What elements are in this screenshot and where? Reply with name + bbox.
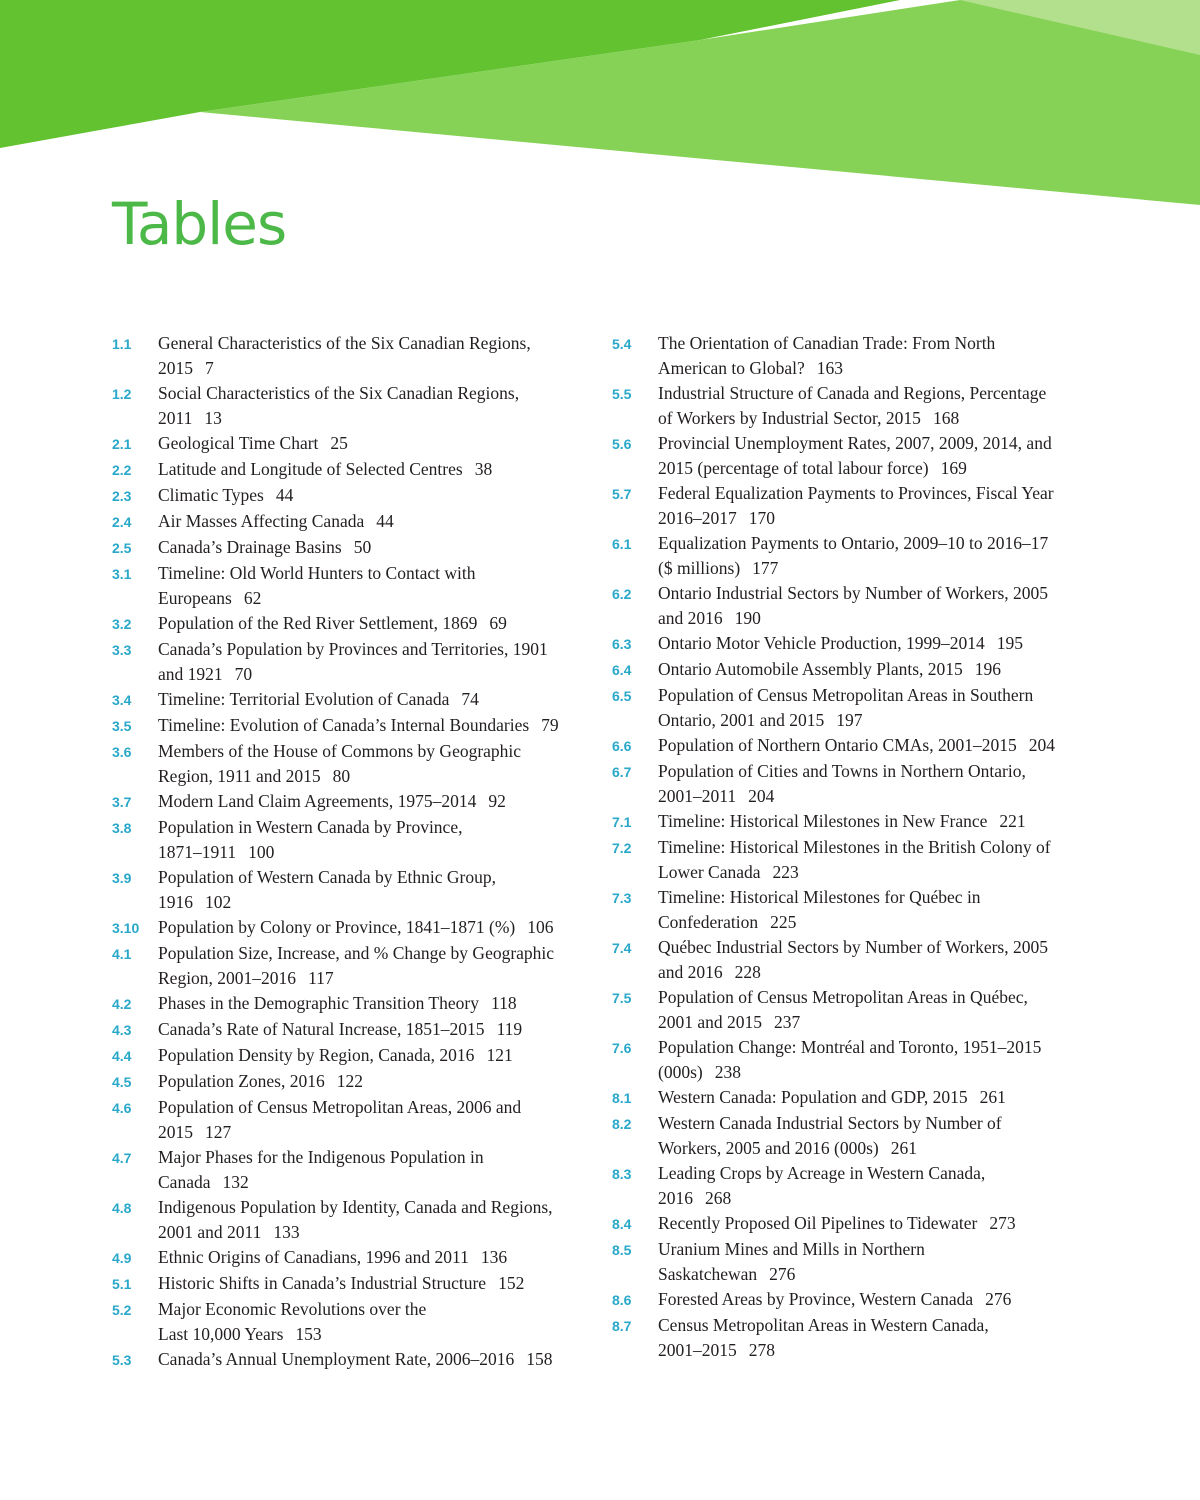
toc-entry-title-text: Canada’s Population by Provinces and Territories, 1901 and 1921 <box>158 639 548 684</box>
toc-entry-title <box>158 1095 592 1145</box>
toc-entry <box>112 457 592 483</box>
toc-entry-title-text: Québec Industrial Sectors by Number of Workers, 2005 and 2016 <box>658 937 1048 982</box>
toc-entry-page: 261 <box>890 1138 917 1158</box>
header-decoration <box>0 0 1200 210</box>
toc-entry-title <box>158 457 592 482</box>
toc-entry-title <box>658 1313 1092 1363</box>
toc-entry-title-text: Western Canada: Population and GDP, 2015 <box>658 1087 968 1107</box>
toc-entry-page: 102 <box>205 892 232 912</box>
toc-entry <box>112 991 592 1017</box>
toc-entry-number: 4.7 <box>112 1150 132 1166</box>
toc-entry-title <box>658 581 1092 631</box>
toc-entry-title <box>658 835 1092 885</box>
toc-entry-title-text: General Characteristics of the Six Canadian Regions, 2015 <box>158 333 531 378</box>
toc-entry-page: 177 <box>752 558 779 578</box>
toc-entry <box>112 1095 592 1145</box>
toc-entry-number: 5.1 <box>112 1276 132 1292</box>
toc-entry-title <box>158 637 592 687</box>
toc-entry-title <box>658 809 1092 834</box>
toc-entry-title-text: Historic Shifts in Canada’s Industrial Structure <box>158 1273 487 1293</box>
toc-entry-title <box>658 381 1092 431</box>
toc-entry <box>612 885 1092 935</box>
toc-entry-title-text: Climatic Types <box>158 485 264 505</box>
toc-entry-title-text: Population of the Red River Settlement, 1869 <box>158 613 478 633</box>
toc-entry <box>612 733 1092 759</box>
toc-entry-title <box>158 1245 592 1270</box>
toc-entry-number: 4.8 <box>112 1200 132 1216</box>
toc-entry <box>112 509 592 535</box>
toc-entry-title-text: Population Density by Region, Canada, 2016 <box>158 1045 475 1065</box>
toc-entry <box>112 1043 592 1069</box>
toc-entry-number: 3.8 <box>112 820 132 836</box>
toc-entry-title-text: Ontario Motor Vehicle Production, 1999–2014 <box>658 633 985 653</box>
toc-entry-title-text: Ethnic Origins of Canadians, 1996 and 2011 <box>158 1247 469 1267</box>
toc-entry <box>112 1195 592 1245</box>
toc-entry-number: 6.2 <box>612 586 632 602</box>
toc-entry-title <box>658 1287 1092 1312</box>
toc-entry <box>612 1161 1092 1211</box>
toc-entry-page: 196 <box>974 659 1002 679</box>
toc-entry-title <box>658 885 1092 935</box>
toc-entry-title <box>158 611 592 636</box>
toc-entry-page: 132 <box>222 1172 249 1192</box>
toc-entry-page: 197 <box>836 710 863 730</box>
toc-entry-number: 5.5 <box>612 386 632 402</box>
toc-entry-page: 204 <box>748 786 775 806</box>
toc-entry <box>612 1313 1092 1363</box>
toc-entry-title <box>658 657 1092 682</box>
toc-entry-title-text: Major Economic Revolutions over the Last 10,000 Years <box>158 1299 427 1344</box>
toc-entry <box>612 1111 1092 1161</box>
toc-entry <box>112 739 592 789</box>
toc-entry-title-text: Geological Time Chart <box>158 433 319 453</box>
toc-entry-title-text: Population of Northern Ontario CMAs, 2001–2015 <box>658 735 1017 755</box>
toc-entry-number: 3.4 <box>112 692 132 708</box>
toc-entry-number: 6.5 <box>612 688 632 704</box>
toc-entry-title <box>158 509 592 534</box>
toc-entry <box>612 431 1092 481</box>
toc-entry-number: 4.1 <box>112 946 132 962</box>
toc-entry-title-text: Ontario Automobile Assembly Plants, 2015 <box>658 659 963 679</box>
toc-entry <box>612 381 1092 431</box>
toc-entry-page: 276 <box>769 1264 796 1284</box>
toc-entry-page: 268 <box>705 1188 732 1208</box>
toc-entry <box>612 331 1092 381</box>
toc-entry-title-text: Uranium Mines and Mills in Northern Saskatchewan <box>658 1239 925 1284</box>
toc-entry-title-text: Federal Equalization Payments to Provinces, Fiscal Year 2016–2017 <box>658 483 1054 528</box>
toc-entry-number: 2.1 <box>112 436 132 452</box>
toc-entry-number: 1.2 <box>112 386 132 402</box>
toc-entry <box>112 1271 592 1297</box>
toc-entry-title-text: Population Size, Increase, and % Change by Geographic Region, 2001–2016 <box>158 943 555 988</box>
toc-entry-title <box>158 1297 592 1347</box>
toc-entry-page: 38 <box>474 459 493 479</box>
toc-entry-page: 136 <box>480 1247 508 1267</box>
toc-entry-title-text: Forested Areas by Province, Western Canada <box>658 1289 974 1309</box>
toc-entry-page: 44 <box>275 485 294 505</box>
toc-entry <box>112 1297 592 1347</box>
toc-entry-page: 133 <box>273 1222 300 1242</box>
toc-entry <box>112 331 592 381</box>
toc-entry-title <box>658 481 1092 531</box>
toc-entry-title-text: Canada’s Annual Unemployment Rate, 2006–2016 <box>158 1349 515 1369</box>
toc-entry-title <box>158 1195 592 1245</box>
toc-entry-title-text: Timeline: Evolution of Canada’s Internal Boundaries <box>158 715 530 735</box>
toc-entry-page: 170 <box>748 508 775 528</box>
toc-entry-number: 6.1 <box>612 536 632 552</box>
toc-entry-number: 8.4 <box>612 1216 632 1232</box>
toc-entry-number: 2.3 <box>112 488 132 504</box>
toc-entry-page: 223 <box>772 862 799 882</box>
toc-entry-page: 204 <box>1028 735 1055 755</box>
toc-entry-number: 3.10 <box>112 920 140 936</box>
toc-entry <box>112 815 592 865</box>
toc-entry-number: 7.4 <box>612 940 632 956</box>
toc-entry <box>112 789 592 815</box>
toc-entry-number: 8.3 <box>612 1166 632 1182</box>
toc-entry-page: 70 <box>234 664 253 684</box>
toc-entry-number: 5.6 <box>612 436 632 452</box>
toc-entry-title <box>158 561 592 611</box>
toc-entry-page: 62 <box>243 588 262 608</box>
page-title: Tables <box>112 190 287 258</box>
toc-entry-number: 6.6 <box>612 738 632 754</box>
toc-entry-title-text: Population of Cities and Towns in Northern Ontario, 2001–2011 <box>658 761 1026 806</box>
toc-entry-title <box>158 431 592 456</box>
toc-entry-title-text: Population Zones, 2016 <box>158 1071 325 1091</box>
toc-entry-title <box>158 739 592 789</box>
toc-entry <box>112 1347 592 1373</box>
toc-entry <box>112 1017 592 1043</box>
toc-entry-title-text: Timeline: Historical Milestones for Québec in Confederation <box>658 887 981 932</box>
toc-entry-title-text: Census Metropolitan Areas in Western Canada, 2001–2015 <box>658 1315 989 1360</box>
toc-entry-number: 4.9 <box>112 1250 132 1266</box>
toc-entry-number: 3.7 <box>112 794 132 810</box>
toc-entry-page: 273 <box>989 1213 1016 1233</box>
toc-entry-page: 100 <box>248 842 275 862</box>
toc-entry-number: 4.3 <box>112 1022 132 1038</box>
toc-entry-title <box>658 985 1092 1035</box>
toc-entry-number: 6.7 <box>612 764 632 780</box>
toc-entry-page: 121 <box>486 1045 513 1065</box>
toc-entry <box>112 1245 592 1271</box>
toc-entry-title-text: Latitude and Longitude of Selected Centres <box>158 459 463 479</box>
toc-entry-title-text: Ontario Industrial Sectors by Number of Workers, 2005 and 2016 <box>658 583 1048 628</box>
toc-entry-title-text: Population of Census Metropolitan Areas in Québec, 2001 and 2015 <box>658 987 1028 1032</box>
toc-entry-title-text: Members of the House of Commons by Geographic Region, 1911 and 2015 <box>158 741 522 786</box>
toc-entry-number: 2.5 <box>112 540 132 556</box>
toc-entry <box>612 683 1092 733</box>
toc-entry-title-text: Equalization Payments to Ontario, 2009–10 to 2016–17 ($ millions) <box>658 533 1049 578</box>
toc-entry-number: 3.6 <box>112 744 132 760</box>
toc-entry-number: 8.2 <box>612 1116 632 1132</box>
toc-entry-number: 1.1 <box>112 336 132 352</box>
toc-entry <box>112 381 592 431</box>
toc-entry-title <box>658 1211 1092 1236</box>
toc-entry-page: 7 <box>205 358 214 378</box>
toc-entry-title-text: Industrial Structure of Canada and Regions, Percentage of Workers by Industrial Sector, 2015 <box>658 383 1047 428</box>
toc-entry-number: 5.7 <box>612 486 632 502</box>
toc-entry-title-text: Leading Crops by Acreage in Western Canada, 2016 <box>658 1163 986 1208</box>
toc-entry <box>612 835 1092 885</box>
toc-entry <box>112 431 592 457</box>
toc-entry-page: 237 <box>774 1012 801 1032</box>
toc-entry-number: 8.5 <box>612 1242 632 1258</box>
toc-entry-page: 238 <box>714 1062 741 1082</box>
toc-entry <box>112 561 592 611</box>
toc-entry-title <box>158 1271 592 1296</box>
toc-entry-page: 50 <box>353 537 372 557</box>
toc-entry-title-text: Western Canada Industrial Sectors by Number of Workers, 2005 and 2016 (000s) <box>658 1113 1002 1158</box>
toc-entry-title <box>658 1111 1092 1161</box>
toc-entry <box>112 535 592 561</box>
toc-entry-title <box>158 713 592 738</box>
toc-entry-number: 3.1 <box>112 566 132 582</box>
toc-entry-number: 8.1 <box>612 1090 632 1106</box>
toc-entry-page: 122 <box>336 1071 363 1091</box>
toc-entry-title <box>158 991 592 1016</box>
toc-entry-page: 153 <box>295 1324 322 1344</box>
toc-right-column <box>612 331 1092 1363</box>
toc-entry-page: 225 <box>770 912 797 932</box>
toc-entry-title <box>658 1237 1092 1287</box>
toc-entry-number: 4.6 <box>112 1100 132 1116</box>
toc-entry-page: 169 <box>940 458 967 478</box>
toc-entry-title <box>658 1161 1092 1211</box>
toc-entry-title-text: Indigenous Population by Identity, Canada and Regions, 2001 and 2011 <box>158 1197 553 1242</box>
toc-entry-page: 69 <box>489 613 507 633</box>
toc-entry-page: 221 <box>999 811 1026 831</box>
toc-entry <box>612 1035 1092 1085</box>
toc-entry-title <box>158 1017 592 1042</box>
toc-entry-title <box>158 815 592 865</box>
toc-entry-number: 4.5 <box>112 1074 132 1090</box>
toc-entry-number: 7.5 <box>612 990 632 1006</box>
toc-entry-number: 6.3 <box>612 636 632 652</box>
toc-entry <box>612 1085 1092 1111</box>
toc-entry-number: 3.9 <box>112 870 132 886</box>
toc-entry <box>112 1145 592 1195</box>
toc-entry-title <box>658 759 1092 809</box>
toc-entry-page: 278 <box>748 1340 775 1360</box>
toc-entry-page: 228 <box>734 962 761 982</box>
toc-entry-number: 2.2 <box>112 462 132 478</box>
toc-entry-title <box>158 915 592 940</box>
toc-entry-title <box>158 1145 592 1195</box>
toc-entry-title-text: Timeline: Territorial Evolution of Canada <box>158 689 450 709</box>
toc-entry-number: 8.6 <box>612 1292 632 1308</box>
toc-entry-title-text: Air Masses Affecting Canada <box>158 511 365 531</box>
toc-entry-number: 2.4 <box>112 514 132 530</box>
toc-entry-title <box>158 1347 592 1372</box>
toc-entry-page: 117 <box>308 968 334 988</box>
toc-entry-title <box>158 331 592 381</box>
toc-entry-page: 25 <box>330 433 348 453</box>
toc-entry-title <box>158 1043 592 1068</box>
toc-entry-title-text: Major Phases for the Indigenous Population in Canada <box>158 1147 484 1192</box>
toc-entry-title <box>158 687 592 712</box>
toc-entry-page: 80 <box>332 766 351 786</box>
toc-entry-page: 261 <box>979 1087 1006 1107</box>
toc-entry-page: 158 <box>526 1349 553 1369</box>
toc-entry-title <box>658 431 1092 481</box>
toc-entry-page: 13 <box>204 408 222 428</box>
toc-entry-number: 5.3 <box>112 1352 132 1368</box>
toc-entry-title <box>158 1069 592 1094</box>
toc-entry <box>112 611 592 637</box>
toc-entry <box>112 483 592 509</box>
toc-entry-page: 118 <box>490 993 517 1013</box>
toc-entry <box>112 1069 592 1095</box>
toc-entry-number: 7.2 <box>612 840 632 856</box>
toc-entry-title <box>658 531 1092 581</box>
toc-entry <box>112 713 592 739</box>
toc-entry-title-text: The Orientation of Canadian Trade: From North American to Global? <box>658 333 996 378</box>
toc-entry-number: 8.7 <box>612 1318 632 1334</box>
toc-entry-title <box>658 935 1092 985</box>
toc-entry-title-text: Timeline: Historical Milestones in the British Colony of Lower Canada <box>658 837 1051 882</box>
toc-entry-title-text: Timeline: Historical Milestones in New France <box>658 811 988 831</box>
toc-entry-title-text: Recently Proposed Oil Pipelines to Tidewater <box>658 1213 978 1233</box>
toc-entry-title-text: Population of Western Canada by Ethnic Group, 1916 <box>158 867 496 912</box>
toc-entry-number: 4.4 <box>112 1048 132 1064</box>
toc-entry-title-text: Population by Colony or Province, 1841–1871 (%) <box>158 917 516 937</box>
toc-entry <box>612 759 1092 809</box>
toc-left-column <box>112 331 592 1373</box>
toc-entry-title <box>158 941 592 991</box>
toc-entry-page: 276 <box>985 1289 1012 1309</box>
toc-entry <box>612 531 1092 581</box>
toc-entry <box>612 581 1092 631</box>
toc-entry <box>112 637 592 687</box>
toc-entry <box>112 865 592 915</box>
toc-entry-number: 3.2 <box>112 616 132 632</box>
toc-entry-title-text: Population of Census Metropolitan Areas in Southern Ontario, 2001 and 2015 <box>658 685 1034 730</box>
toc-entry-page: 127 <box>205 1122 232 1142</box>
toc-entry <box>612 935 1092 985</box>
toc-entry-page: 168 <box>932 408 960 428</box>
toc-entry-title-text: Population of Census Metropolitan Areas, 2006 and 2015 <box>158 1097 522 1142</box>
toc-entry-title-text: Population Change: Montréal and Toronto, 1951–2015 (000s) <box>658 1037 1042 1082</box>
toc-entry-number: 3.5 <box>112 718 132 734</box>
toc-entry-title-text: Canada’s Rate of Natural Increase, 1851–2015 <box>158 1019 485 1039</box>
toc-entry-title-text: Canada’s Drainage Basins <box>158 537 342 557</box>
toc-entry-title <box>658 631 1092 656</box>
toc-entry-title <box>658 733 1092 758</box>
toc-entry <box>612 809 1092 835</box>
toc-entry-title <box>658 683 1092 733</box>
toc-entry-title-text: Modern Land Claim Agreements, 1975–2014 <box>158 791 477 811</box>
toc-entry-title <box>658 331 1092 381</box>
toc-entry-page: 74 <box>461 689 479 709</box>
toc-entry-number: 4.2 <box>112 996 132 1012</box>
toc-entry-page: 119 <box>496 1019 523 1039</box>
toc-entry-page: 106 <box>527 917 554 937</box>
toc-entry <box>112 687 592 713</box>
toc-entry-page: 79 <box>541 715 559 735</box>
toc-entry <box>612 1211 1092 1237</box>
toc-entry <box>612 481 1092 531</box>
toc-entry-title-text: Phases in the Demographic Transition Theory <box>158 993 479 1013</box>
toc-entry-title-text: Provincial Unemployment Rates, 2007, 2009, 2014, and 2015 (percentage of total labour force) <box>658 433 1052 478</box>
toc-entry <box>112 915 592 941</box>
toc-entry-title <box>158 789 592 814</box>
toc-entry-title <box>158 865 592 915</box>
toc-entry-page: 195 <box>996 633 1024 653</box>
toc-entry-page: 44 <box>376 511 394 531</box>
toc-entry-page: 163 <box>816 358 844 378</box>
toc-entry-title-text: Population in Western Canada by Province, 1871–1911 <box>158 817 463 862</box>
toc-entry-number: 7.3 <box>612 890 632 906</box>
toc-entry <box>612 631 1092 657</box>
toc-entry-page: 190 <box>734 608 761 628</box>
toc-entry-number: 5.2 <box>112 1302 132 1318</box>
toc-entry <box>112 941 592 991</box>
toc-entry-title <box>158 483 592 508</box>
toc-entry-title <box>158 381 592 431</box>
toc-entry-title <box>158 535 592 560</box>
toc-entry <box>612 1237 1092 1287</box>
toc-entry-title-text: Social Characteristics of the Six Canadian Regions, 2011 <box>158 383 520 428</box>
toc-entry-number: 7.6 <box>612 1040 632 1056</box>
toc-entry-number: 3.3 <box>112 642 132 658</box>
toc-entry-number: 7.1 <box>612 814 632 830</box>
toc-entry <box>612 657 1092 683</box>
toc-entry-title <box>658 1085 1092 1110</box>
toc-entry <box>612 1287 1092 1313</box>
toc-entry-title-text: Timeline: Old World Hunters to Contact with Europeans <box>158 563 476 608</box>
toc-entry-page: 152 <box>498 1273 525 1293</box>
toc-entry-title <box>658 1035 1092 1085</box>
toc-entry-number: 6.4 <box>612 662 632 678</box>
toc-entry <box>612 985 1092 1035</box>
toc-entry-number: 5.4 <box>612 336 632 352</box>
toc-entry-page: 92 <box>488 791 506 811</box>
